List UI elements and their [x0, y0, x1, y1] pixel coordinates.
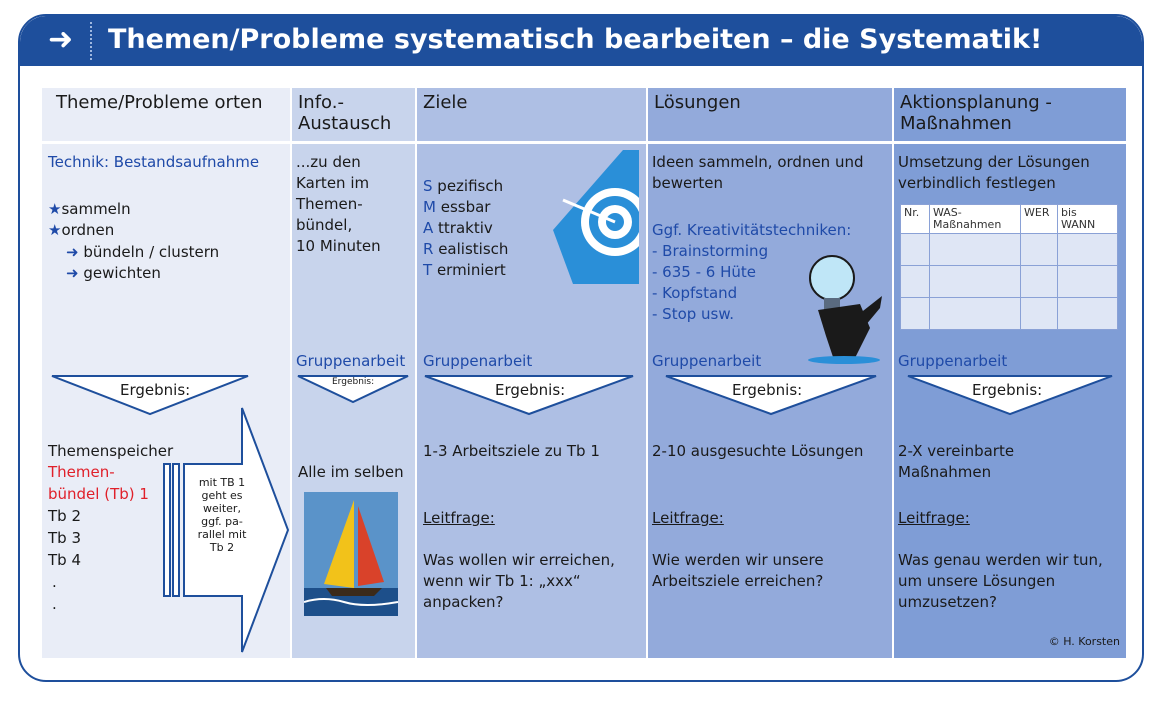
star-icon: ★: [48, 221, 62, 239]
ergebnis-label: Ergebnis:: [732, 381, 803, 399]
column-header: Theme/Probleme orten: [42, 88, 290, 144]
table-header-cell: WER: [1021, 205, 1058, 234]
tb-item: .: [52, 595, 57, 613]
ergebnis-label: Ergebnis:: [120, 381, 191, 399]
page-title: Themen/Probleme systematisch bearbeiten – die Systematik!: [108, 24, 1043, 55]
sailboat-image: [304, 492, 398, 616]
result-text: 2-X vereinbarte Maßnahmen: [898, 442, 1015, 481]
table-header-row: [901, 205, 1118, 234]
column-header: Ziele: [417, 88, 646, 144]
table-header-cell: Nr.: [901, 205, 930, 234]
info-text: ...zu den Karten im Themen- bündel, 10 Minuten: [296, 153, 381, 255]
leitfrage-text: Was wollen wir erreichen, wenn wir Tb 1: „xxx“ anpacken?: [423, 551, 615, 611]
arrow-note: mit TB 1 geht es weiter, ggf. pa- rallel mit Tb 2: [197, 476, 247, 554]
leitfrage-label: Leitfrage:: [898, 509, 970, 527]
result-text: 1-3 Arbeitsziele zu Tb 1: [423, 442, 600, 460]
smart-item: A ttraktiv: [423, 219, 493, 237]
gruppenarbeit-label: Gruppenarbeit: [296, 352, 406, 370]
ergebnis-label: Ergebnis:: [972, 381, 1043, 399]
column-ziele: [417, 88, 646, 658]
column-loesungen: [648, 88, 892, 658]
gruppenarbeit-label: Gruppenarbeit: [652, 352, 762, 370]
massnahmen-table: [900, 204, 1118, 330]
table-row: [901, 234, 1118, 266]
column-info-austausch: [292, 88, 415, 658]
themenspeicher-label: Themenspeicher: [48, 442, 174, 460]
tb-item: Tb 4: [48, 551, 81, 569]
leitfrage-text: Wie werden wir unsere Arbeitsziele erreichen?: [652, 551, 824, 590]
result-text: Alle im selben: [298, 463, 404, 481]
lightbulb-figure-icon: [804, 248, 884, 364]
column-aktionsplanung: [894, 88, 1126, 658]
smart-item: R ealistisch: [423, 240, 509, 258]
aktions-text: Umsetzung der Lösungen verbindlich festlegen: [898, 153, 1090, 192]
smart-item: M essbar: [423, 198, 491, 216]
target-icon: [553, 150, 639, 284]
column-header: Aktionsplanung - Maßnahmen: [894, 88, 1126, 144]
banner-divider: [90, 22, 92, 60]
title-banner: [20, 16, 1142, 66]
tb-item: Tb 3: [48, 529, 81, 547]
list-item: ★ordnen: [48, 221, 115, 239]
tb1-label: bündel (Tb) 1: [48, 485, 149, 503]
column-orten: [42, 88, 290, 658]
table-row: [901, 298, 1118, 330]
table-header-cell: WAS- Maßnahmen: [930, 205, 1021, 234]
result-text: 2-10 ausgesuchte Lösungen: [652, 442, 864, 460]
diagram-frame: [18, 14, 1144, 682]
arrow-icon: ➜: [48, 22, 74, 57]
table-header-cell: bis WANN: [1058, 205, 1118, 234]
gruppenarbeit-label: Gruppenarbeit: [423, 352, 533, 370]
leitfrage-label: Leitfrage:: [423, 509, 495, 527]
column-header: Info.- Austausch: [292, 88, 415, 144]
loesungen-text: Ideen sammeln, ordnen und bewerten: [652, 153, 864, 192]
table-row: [901, 266, 1118, 298]
tb-item: .: [52, 573, 57, 591]
sub-list-item: ➜ gewichten: [66, 264, 161, 282]
sub-list-item: ➜ bündeln / clustern: [66, 243, 220, 261]
kreativ-list: Ggf. Kreativitätstechniken: - Brainstorming - 635 - 6 Hüte - Kopfstand - Stop usw.: [652, 221, 852, 323]
arrow-bullet-icon: ➜: [66, 243, 84, 261]
ergebnis-label: Ergebnis:: [332, 377, 375, 387]
star-icon: ★: [48, 200, 62, 218]
tb1-label: Themen-: [48, 463, 115, 481]
technik-label: Technik: Bestandsaufnahme: [48, 153, 260, 171]
gruppenarbeit-label: Gruppenarbeit: [898, 352, 1008, 370]
leitfrage-text: Was genau werden wir tun, um unsere Lösungen umzusetzen?: [898, 551, 1103, 611]
smart-list: [423, 176, 508, 281]
leitfrage-label: Leitfrage:: [652, 509, 724, 527]
smart-item: T erminiert: [423, 261, 506, 279]
smart-item: S pezifisch: [423, 177, 504, 195]
ergebnis-label: Ergebnis:: [495, 381, 566, 399]
column-header: Lösungen: [648, 88, 892, 144]
tb-item: Tb 2: [48, 507, 81, 525]
arrow-bullet-icon: ➜: [66, 264, 84, 282]
copyright-note: © H. Korsten: [1048, 635, 1120, 648]
list-item: ★sammeln: [48, 200, 131, 218]
